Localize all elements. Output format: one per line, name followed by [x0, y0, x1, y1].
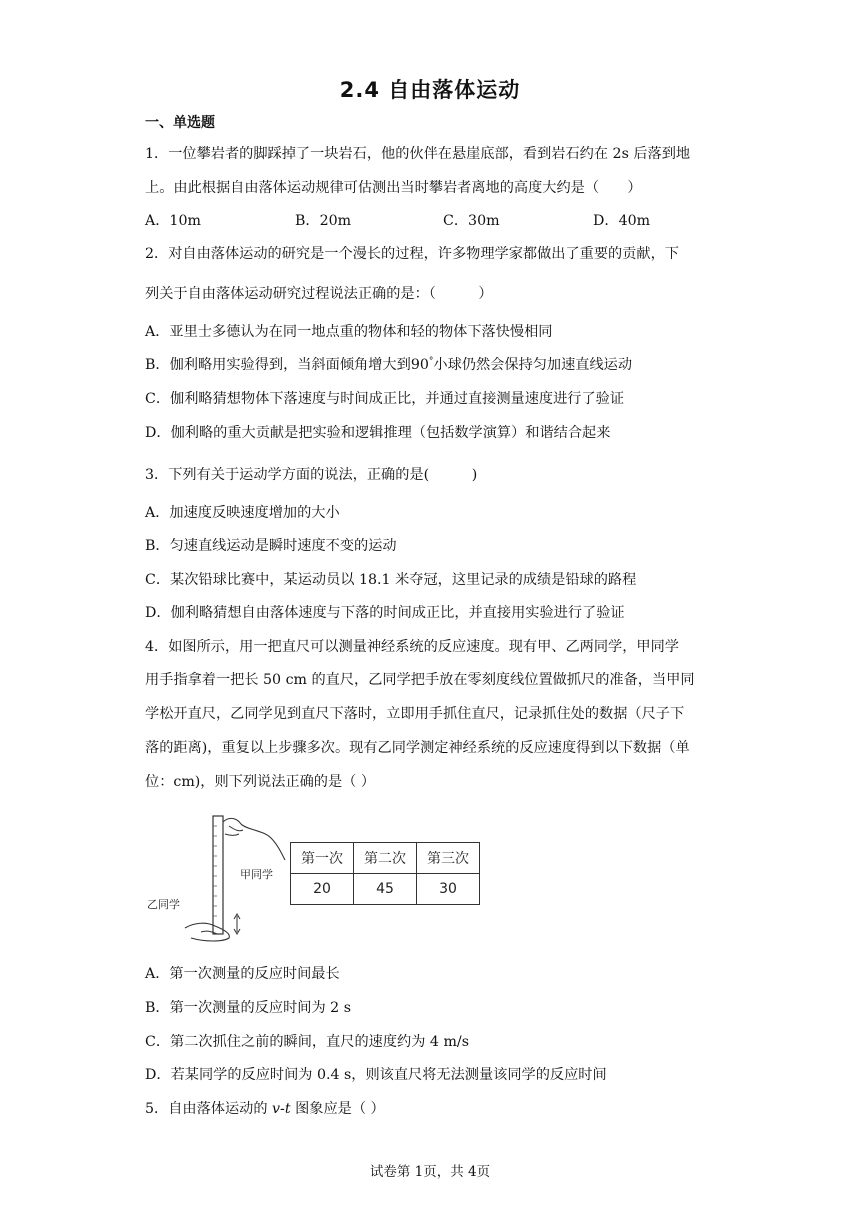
- q4-option-c: C．第二次抓住之前的瞬间，直尺的速度约为 4 m/s: [145, 1034, 469, 1050]
- table-header-cell: 第二次: [354, 843, 417, 874]
- table-header-cell: 第三次: [417, 843, 480, 874]
- ruler-ticks: [213, 826, 217, 916]
- q4-line-3: 学松开直尺，乙同学见到直尺下落时，立即用手抓住直尺，记录抓住处的数据（尺子下: [145, 706, 685, 722]
- q3-option-b: B．匀速直线运动是瞬时速度不变的运动: [145, 538, 397, 554]
- q2-option-d: D．伽利略的重大贡献是把实验和逻辑推理（包括数学演算）和谐结合起来: [145, 425, 611, 441]
- q5-stem: [145, 1098, 385, 1118]
- table-header-cell: 第一次: [291, 843, 354, 874]
- q2-line-2: 列关于自由落体运动研究过程说法正确的是：（ ）: [145, 286, 493, 302]
- q1-options: [145, 210, 745, 230]
- q2-option-b-pre: B．伽利略用实验得到，当斜面倾角增大到: [145, 357, 411, 373]
- q2-line-1: 2．对自由落体运动的研究是一个漫长的过程，许多物理学家都做出了重要的贡献，下: [145, 246, 679, 262]
- q4-line-2: 用手指拿着一把长 50 cm 的直尺，乙同学把手放在零刻度线位置做抓尺的准备，当甲同: [145, 672, 695, 688]
- q3-option-d: D．伽利略猜想自由落体速度与下落的时间成正比，并直接用实验进行了验证: [145, 605, 625, 621]
- q2-option-b-post: 小球仍然会保持匀加速直线运动: [433, 357, 633, 373]
- q2-option-c: C．伽利略猜想物体下落速度与时间成正比，并通过直接测量速度进行了验证: [145, 391, 625, 407]
- q1-line-1: 1．一位攀岩者的脚踩掉了一块岩石，他的伙伴在悬崖底部，看到岩石约在 2s 后落到地: [145, 146, 691, 162]
- page-title: 2.4 自由落体运动: [339, 78, 521, 102]
- q1-line-2: 上。由此根据自由落体运动规律可估测出当时攀岩者离地的高度大约是（ ）: [145, 180, 642, 196]
- q1-option-d: D．40m: [593, 213, 651, 229]
- q5-stem-pre: 5．自由落体运动的: [145, 1101, 273, 1117]
- q3-option-c: C．某次铅球比赛中，某运动员以 18.1 米夺冠，这里记录的成绩是铅球的路程: [145, 572, 637, 588]
- q1-option-b: B．20m: [295, 213, 352, 229]
- section-heading: 一、单选题: [145, 115, 215, 131]
- top-hand-icon: [223, 818, 285, 860]
- table-header-row: [291, 843, 480, 874]
- q4-line-4: 落的距离)，重复以上步骤多次。现有乙同学测定神经系统的反应速度得到以下数据（单: [145, 740, 690, 756]
- q3-stem: 3．下列有关于运动学方面的说法，正确的是( ): [145, 467, 478, 483]
- q2-option-b: [145, 354, 632, 374]
- q5-stem-var: v-t: [272, 1101, 291, 1117]
- q2-option-b-angle: 90: [410, 357, 429, 373]
- q4-option-a: A．第一次测量的反应时间最长: [145, 966, 340, 982]
- table-cell: 20: [291, 874, 354, 905]
- measurement-table: [290, 842, 480, 905]
- q3-option-a: A．加速度反映速度增加的大小: [145, 505, 340, 521]
- q4-line-1: 4．如图所示，用一把直尺可以测量神经系统的反应速度。现有甲、乙两同学，甲同学: [145, 639, 679, 655]
- q4-line-5: 位：cm)，则下列说法正确的是（ ）: [145, 774, 376, 790]
- q1-option-c: C．30m: [443, 213, 500, 229]
- q4-option-d: D．若某同学的反应时间为 0.4 s，则该直尺将无法测量该同学的反应时间: [145, 1067, 607, 1083]
- q2-option-b-degree: °: [428, 356, 434, 367]
- label-yi: 乙同学: [147, 898, 180, 911]
- table-cell: 45: [354, 874, 417, 905]
- q1-option-a: A．10m: [145, 213, 201, 229]
- table-cell: 30: [417, 874, 480, 905]
- q4-option-b: B．第一次测量的反应时间为 2 s: [145, 1000, 352, 1016]
- page-footer: 试卷第 1页，共 4页: [369, 1164, 491, 1180]
- q5-stem-post: 图象应是（ ）: [290, 1101, 385, 1117]
- q2-option-a: A．亚里士多德认为在同一地点重的物体和轻的物体下落快慢相同: [145, 324, 553, 340]
- label-jia: 甲同学: [240, 868, 273, 881]
- table-row: [291, 874, 480, 905]
